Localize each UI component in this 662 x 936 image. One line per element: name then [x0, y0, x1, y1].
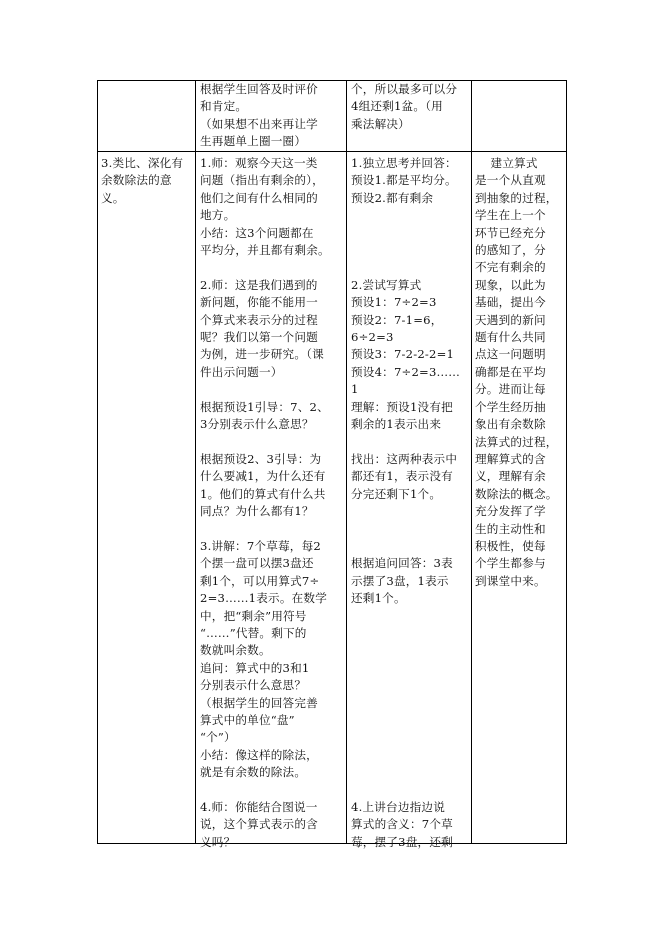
row-divider	[98, 151, 566, 152]
design-intent-cell: 建立算式 是一个从直观 到抽象的过程， 学生在上一个 环节已经充分 的感知了，分 不完有剩余的 现象，以此为 基础，提出今 天遇到的新问 题有什么共同 点这一问题明 确都是在平均 分。进而让每 个学生经历抽 象出有余数除 法算式的过程， 理解算式的含 义，理解有余 数除法的概念。 充分发挥了学 生的主动性和 积极性，使每 个学生都参与 到课堂中来。	[475, 156, 558, 588]
column-divider	[195, 81, 196, 843]
student-activity-cell: 1.独立思考并回答： 预设1.都是平均分。 预设2.都有剩余 2.尝试写算式 预设1：7÷2=3 预设2：7-1=6， 6÷2=3 预设3：7-2-2-2=1 预设4：7÷2=3…… 1 理解：预设1没有把 剩余的1表示出来 找出：这两种表示中 都还有1，表示没有 分完还剩下1个。 根据追问回答：3表 示摆了3盘，1表示 还剩1个。 4.上讲台边指边说 算式的含义：7个草 莓，摆了3盘，还剩	[351, 156, 461, 849]
teacher-activity-cell: 1.师：观察今天这一类 问题（指出有剩余的）， 他们之间有什么相同的 地方。 小结：这3个问题都在 平均分，并且都有剩余。 2.师：这是我们遇到的 新问题，你能不能用一 个算式来表示分的过程 呢？我们以第一个问题 为例，进一步研究。（课 件出示问题一） 根据预设1引导：7、2、 3分别表示什么意思？ 根据预设2、3引导：为 什么要减1，为什么还有 1。他们的算式有什么共 同点？为什么都有1？ 3.讲解：7个草莓，每2 个摆一盘可以摆3盘还 剩1个，可以用算式7÷ 2=3……1表示。在数学 中，把“剩余”用符号 “……”代替。剩下的 数就叫余数。 追问：算式中的3和1 分别表示什么意思？ （根据学生的回答完善 算式中的单位“盘” “个”） 小结：像这样的除法， 就是有余数的除法。 4.师：你能结合图说一 说，这个算式表示的含 义吗？	[200, 156, 330, 849]
column-divider	[346, 81, 347, 843]
feedback-note-cell: 根据学生回答及时评价 和肯定。 （如果想不出来再让学 生再题单上圈一圈）	[200, 82, 318, 149]
student-answer-cell-top: 个，所以最多可以分 4组还剩1盆。（用 乘法解决）	[351, 82, 458, 131]
column-divider	[471, 81, 472, 843]
lesson-plan-table	[97, 80, 567, 849]
teaching-stage-cell: 3.类比、深化有 余数除法的意 义。	[101, 156, 184, 205]
